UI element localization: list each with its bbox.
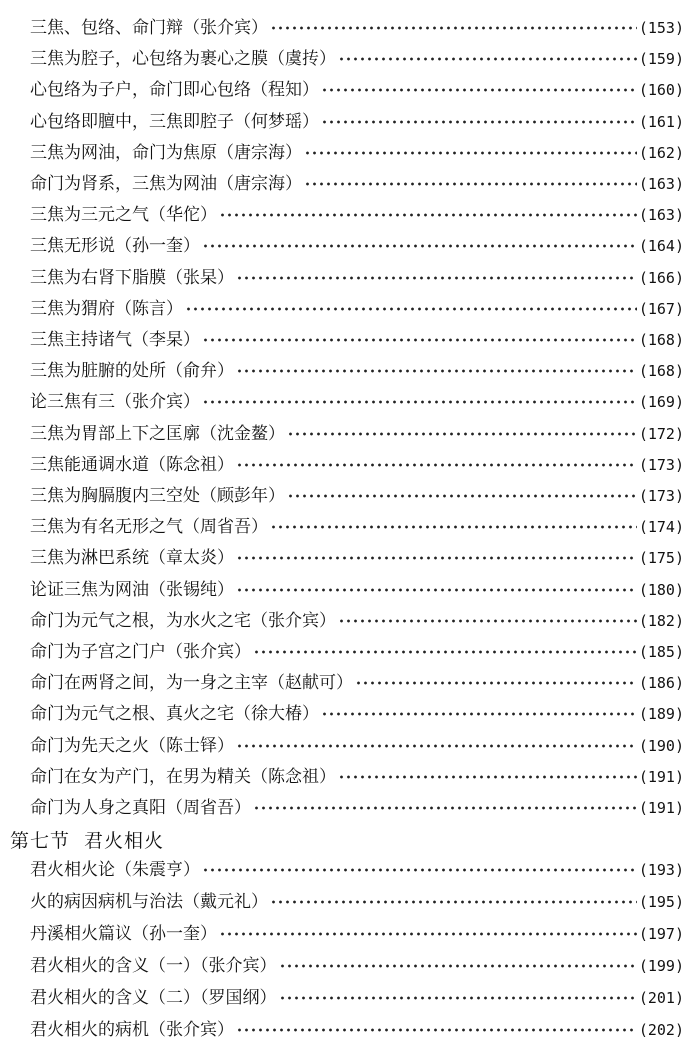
toc-entry-title: 命门在女为产门，在男为精关（陈念祖）: [30, 767, 336, 787]
toc-entry: [30, 671, 684, 695]
toc-leader-dots: [279, 995, 637, 1001]
toc-entry-page: (168): [638, 362, 684, 380]
toc-entry: [30, 890, 684, 914]
toc-entry-title: 三焦为脏腑的处所（俞弁）: [30, 361, 234, 381]
section-heading: [10, 826, 164, 853]
section-title: 君火相火: [84, 830, 165, 852]
toc-entry-title: 君火相火的病机（张介宾）: [30, 1020, 234, 1040]
toc-entry-title: 命门为肾系，三焦为网油（唐宗海）: [30, 174, 302, 194]
toc-entry-title: 三焦为胸膈腹内三空处（顾彭年）: [30, 486, 285, 506]
toc-entry-page: (180): [638, 581, 684, 599]
toc-leader-dots: [236, 587, 637, 593]
toc-entry-page: (169): [638, 393, 684, 411]
toc-entry: [30, 172, 684, 196]
toc-entry: [30, 110, 684, 134]
toc-entry-page: (153): [638, 19, 684, 37]
toc-leader-dots: [219, 212, 637, 218]
toc-leader-dots: [236, 743, 637, 749]
toc-leader-dots: [321, 119, 637, 125]
toc-entry-page: (175): [638, 549, 684, 567]
toc-leader-dots: [236, 555, 637, 561]
toc-entry-page: (173): [638, 456, 684, 474]
toc-leader-dots: [338, 774, 637, 780]
toc-entry-page: (201): [638, 989, 684, 1007]
toc-leader-dots: [287, 493, 637, 499]
toc-entry: [30, 765, 684, 789]
toc-entry-page: (174): [638, 518, 684, 536]
toc-entry-title: 三焦无形说（孙一奎）: [30, 236, 200, 256]
toc-entry: [30, 796, 684, 820]
toc-entry-title: 三焦为猬府（陈言）: [30, 299, 183, 319]
toc-leader-dots: [202, 243, 637, 249]
toc-leader-dots: [236, 275, 637, 281]
toc-entry-title: 命门为元气之根，为水火之宅（张介宾）: [30, 611, 336, 631]
toc-entry-page: (193): [638, 861, 684, 879]
toc-entry-page: (202): [638, 1021, 684, 1039]
toc-leader-dots: [236, 1027, 637, 1033]
toc-leader-dots: [202, 867, 637, 873]
toc-entry: [30, 390, 684, 414]
toc-entry: [30, 234, 684, 258]
toc-entry-title: 三焦为腔子，心包络为裹心之膜（虞抟）: [30, 49, 336, 69]
toc-entry: [30, 702, 684, 726]
toc-entry: [30, 515, 684, 539]
toc-leader-dots: [253, 649, 637, 655]
toc-entry-page: (195): [638, 893, 684, 911]
toc-entry-page: (197): [638, 925, 684, 943]
toc-entry: [30, 359, 684, 383]
toc-entry: [30, 16, 684, 40]
toc-entry-title: 三焦、包络、命门辩（张介宾）: [30, 18, 268, 38]
toc-leader-dots: [202, 337, 637, 343]
toc-entry-title: 命门为元气之根、真火之宅（徐大椿）: [30, 704, 319, 724]
toc-entry-title: 火的病因病机与治法（戴元礼）: [30, 892, 268, 912]
toc-entry: [30, 297, 684, 321]
toc-leader-dots: [236, 462, 637, 468]
toc-entry-page: (168): [638, 331, 684, 349]
toc-entry: [30, 203, 684, 227]
toc-entry-page: (166): [638, 269, 684, 287]
toc-entry-page: (191): [638, 768, 684, 786]
toc-entry-title: 君火相火论（朱震亨）: [30, 860, 200, 880]
toc-leader-dots: [236, 368, 637, 374]
toc-entry-title: 丹溪相火篇议（孙一奎）: [30, 924, 217, 944]
toc-entry-page: (162): [638, 144, 684, 162]
toc-leader-dots: [253, 805, 637, 811]
toc-leader-dots: [270, 25, 637, 31]
toc-entry: [30, 422, 684, 446]
toc-entry-title: 心包络为子户，命门即心包络（程知）: [30, 80, 319, 100]
toc-entry-title: 论证三焦为网油（张锡纯）: [30, 580, 234, 600]
toc-entry-title: 三焦为淋巴系统（章太炎）: [30, 548, 234, 568]
toc-entry: [30, 78, 684, 102]
toc-entry-page: (167): [638, 300, 684, 318]
toc-entry-title: 三焦为网油，命门为焦原（唐宗海）: [30, 143, 302, 163]
toc-entry-page: (163): [638, 206, 684, 224]
toc-entry: [30, 922, 684, 946]
toc-entry-page: (182): [638, 612, 684, 630]
toc-entry-page: (172): [638, 425, 684, 443]
toc-entry: [30, 453, 684, 477]
toc-entry-title: 三焦能通调水道（陈念祖）: [30, 455, 234, 475]
toc-leader-dots: [355, 680, 637, 686]
toc-leader-dots: [338, 56, 637, 62]
toc-entry-title: 心包络即膻中，三焦即腔子（何梦瑶）: [30, 112, 319, 132]
toc-leader-dots: [287, 431, 637, 437]
toc-entry: [30, 328, 684, 352]
toc-leader-dots: [338, 618, 637, 624]
toc-entry: [30, 858, 684, 882]
toc-entry: [30, 734, 684, 758]
toc-entry-title: 三焦主持诸气（李杲）: [30, 330, 200, 350]
toc-leader-dots: [304, 181, 637, 187]
toc-entry: [30, 1018, 684, 1042]
toc-leader-dots: [270, 899, 637, 905]
toc-entry-page: (186): [638, 674, 684, 692]
toc-entry-page: (199): [638, 957, 684, 975]
toc-entry-page: (161): [638, 113, 684, 131]
toc-leader-dots: [279, 963, 637, 969]
toc-entry: [30, 986, 684, 1010]
toc-entry: [30, 954, 684, 978]
toc-entry: [30, 609, 684, 633]
toc-entry-page: (185): [638, 643, 684, 661]
toc-leader-dots: [321, 711, 637, 717]
toc-leader-dots: [304, 150, 637, 156]
toc-entry-page: (163): [638, 175, 684, 193]
toc-leader-dots: [270, 524, 637, 530]
toc-entry: [30, 640, 684, 664]
toc-entry-title: 君火相火的含义（一）（张介宾）: [30, 956, 277, 976]
toc-entry-title: 君火相火的含义（二）（罗国纲）: [30, 988, 277, 1008]
toc-entry-page: (190): [638, 737, 684, 755]
toc-entry-title: 论三焦有三（张介宾）: [30, 392, 200, 412]
toc-entry-title: 三焦为三元之气（华佗）: [30, 205, 217, 225]
toc-leader-dots: [321, 87, 637, 93]
toc-entry-page: (159): [638, 50, 684, 68]
toc-entry: [30, 546, 684, 570]
toc-entry-page: (173): [638, 487, 684, 505]
toc-leader-dots: [185, 306, 637, 312]
toc-entry-page: (189): [638, 705, 684, 723]
toc-entry: [30, 266, 684, 290]
toc-entry-title: 三焦为胃部上下之匡廓（沈金鳌）: [30, 424, 285, 444]
toc-entry-page: (164): [638, 237, 684, 255]
toc-entry: [30, 141, 684, 165]
toc-entry-title: 命门为子宫之门户（张介宾）: [30, 642, 251, 662]
toc-entry-title: 命门为先天之火（陈士铎）: [30, 736, 234, 756]
toc-leader-dots: [219, 931, 637, 937]
toc-leader-dots: [202, 399, 637, 405]
toc-entry: [30, 47, 684, 71]
toc-entry-title: 命门为人身之真阳（周省吾）: [30, 798, 251, 818]
toc-entry-title: 命门在两肾之间，为一身之主宰（赵献可）: [30, 673, 353, 693]
toc-entry-title: 三焦为右肾下脂膜（张杲）: [30, 268, 234, 288]
toc-entry-page: (160): [638, 81, 684, 99]
toc-entry: [30, 578, 684, 602]
toc-entry: [30, 484, 684, 508]
section-number: 第七节: [10, 830, 71, 852]
toc-entry-title: 三焦为有名无形之气（周省吾）: [30, 517, 268, 537]
toc-entry-page: (191): [638, 799, 684, 817]
